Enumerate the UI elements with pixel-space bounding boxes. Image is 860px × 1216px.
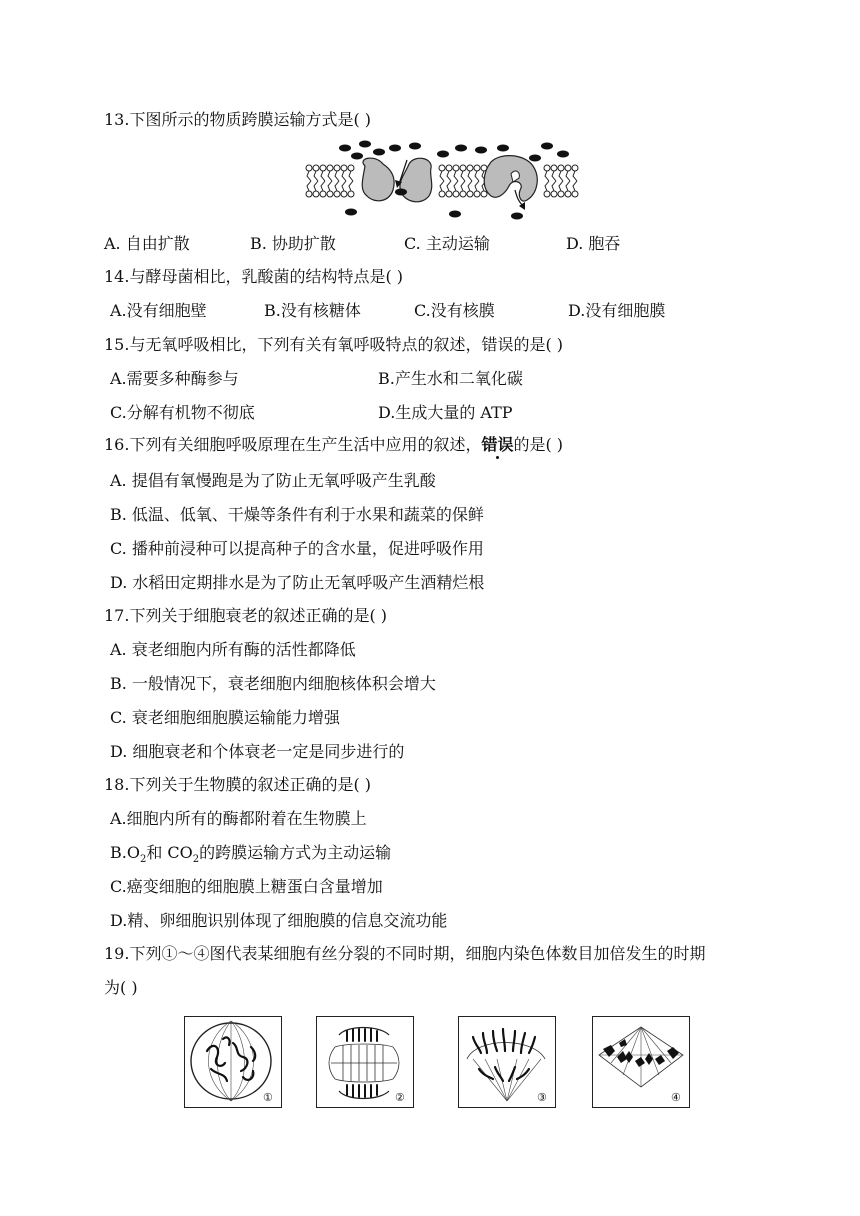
q14-stem: 14.与酵母菌相比，乳酸菌的结构特点是( ) (104, 267, 404, 286)
q15-option-d[interactable]: D.生成大量的 ATP (378, 403, 513, 422)
q16-stem-suffix: 的是( ) (513, 435, 564, 454)
q19-stem-line1: 19.下列①～④图代表某细胞有丝分裂的不同时期，细胞内染色体数目加倍发生的时期 (104, 944, 706, 963)
q19-stem-line2: 为( ) (104, 978, 138, 997)
q16-option-b[interactable]: B. 低温、低氧、干燥等条件有利于水果和蔬菜的保鲜 (110, 505, 484, 524)
q15-option-c[interactable]: C.分解有机物不彻底 (110, 403, 255, 422)
q15-option-b[interactable]: B.产生水和二氧化碳 (378, 369, 523, 388)
q16-option-d[interactable]: D. 水稻田定期排水是为了防止无氧呼吸产生酒精烂根 (110, 573, 485, 592)
q13-option-b[interactable]: B. 协助扩散 (250, 234, 336, 253)
q18-option-b-sub1: 2 (139, 854, 147, 866)
q17-stem: 17.下列关于细胞衰老的叙述正确的是( ) (104, 606, 388, 625)
q13-option-a[interactable]: A. 自由扩散 (104, 234, 190, 253)
q14-option-b[interactable]: B.没有核糖体 (264, 301, 361, 320)
q18-option-b[interactable] (110, 842, 391, 871)
q15-option-a[interactable]: A.需要多种酶参与 (110, 369, 239, 388)
q16-stem-prefix: 16.下列有关细胞呼吸原理在生产生活中应用的叙述， (104, 435, 482, 454)
q17-option-c[interactable]: C. 衰老细胞细胞膜运输能力增强 (110, 708, 340, 727)
q15-stem: 15.与无氧呼吸相比，下列有关有氧呼吸特点的叙述，错误的是( ) (104, 335, 564, 354)
q18-option-d[interactable]: D.精、卵细胞识别体现了细胞膜的信息交流功能 (110, 911, 448, 930)
mitosis-figure-3 (458, 1016, 556, 1108)
q14-option-a[interactable]: A.没有细胞壁 (110, 301, 207, 320)
q16-option-c[interactable]: C. 播种前浸种可以提高种子的含水量，促进呼吸作用 (110, 539, 484, 558)
q16-stem-emphasis: 错误 (481, 435, 514, 454)
mitosis-figure-4 (592, 1016, 690, 1108)
membrane-transport-figure (305, 138, 583, 222)
mitosis-figure-1 (184, 1016, 282, 1108)
q16-option-a[interactable]: A. 提倡有氧慢跑是为了防止无氧呼吸产生乳酸 (110, 471, 436, 490)
figure-label-3: ③ (537, 1091, 547, 1104)
q13-option-c[interactable]: C. 主动运输 (404, 234, 490, 253)
q18-option-c[interactable]: C.癌变细胞的细胞膜上糖蛋白含量增加 (110, 877, 383, 896)
mitosis-figure-2 (316, 1016, 414, 1108)
q17-option-a[interactable]: A. 衰老细胞内所有酶的活性都降低 (110, 640, 356, 659)
q14-option-c[interactable]: C.没有核膜 (414, 301, 495, 320)
q17-option-b[interactable]: B. 一般情况下，衰老细胞内细胞核体积会增大 (110, 674, 436, 693)
q18-option-b-text2: 和 CO (146, 843, 193, 862)
q17-option-d[interactable]: D. 细胞衰老和个体衰老一定是同步进行的 (110, 742, 405, 761)
figure-label-1: ① (263, 1091, 273, 1104)
q16-stem (104, 434, 563, 456)
figure-label-2: ② (395, 1091, 405, 1104)
figure-label-4: ④ (671, 1091, 681, 1104)
q13-option-d[interactable]: D. 胞吞 (566, 234, 621, 253)
q18-stem: 18.下列关于生物膜的叙述正确的是( ) (104, 775, 372, 794)
q18-option-b-sub2: 2 (192, 854, 200, 866)
q18-option-a[interactable]: A.细胞内所有的酶都附着在生物膜上 (110, 809, 367, 828)
q14-option-d[interactable]: D.没有细胞膜 (568, 301, 666, 320)
q18-option-b-text3: 的跨膜运输方式为主动运输 (199, 843, 392, 862)
q13-stem: 13.下图所示的物质跨膜运输方式是( ) (104, 110, 372, 129)
q18-option-b-text1: B.O (110, 843, 140, 862)
